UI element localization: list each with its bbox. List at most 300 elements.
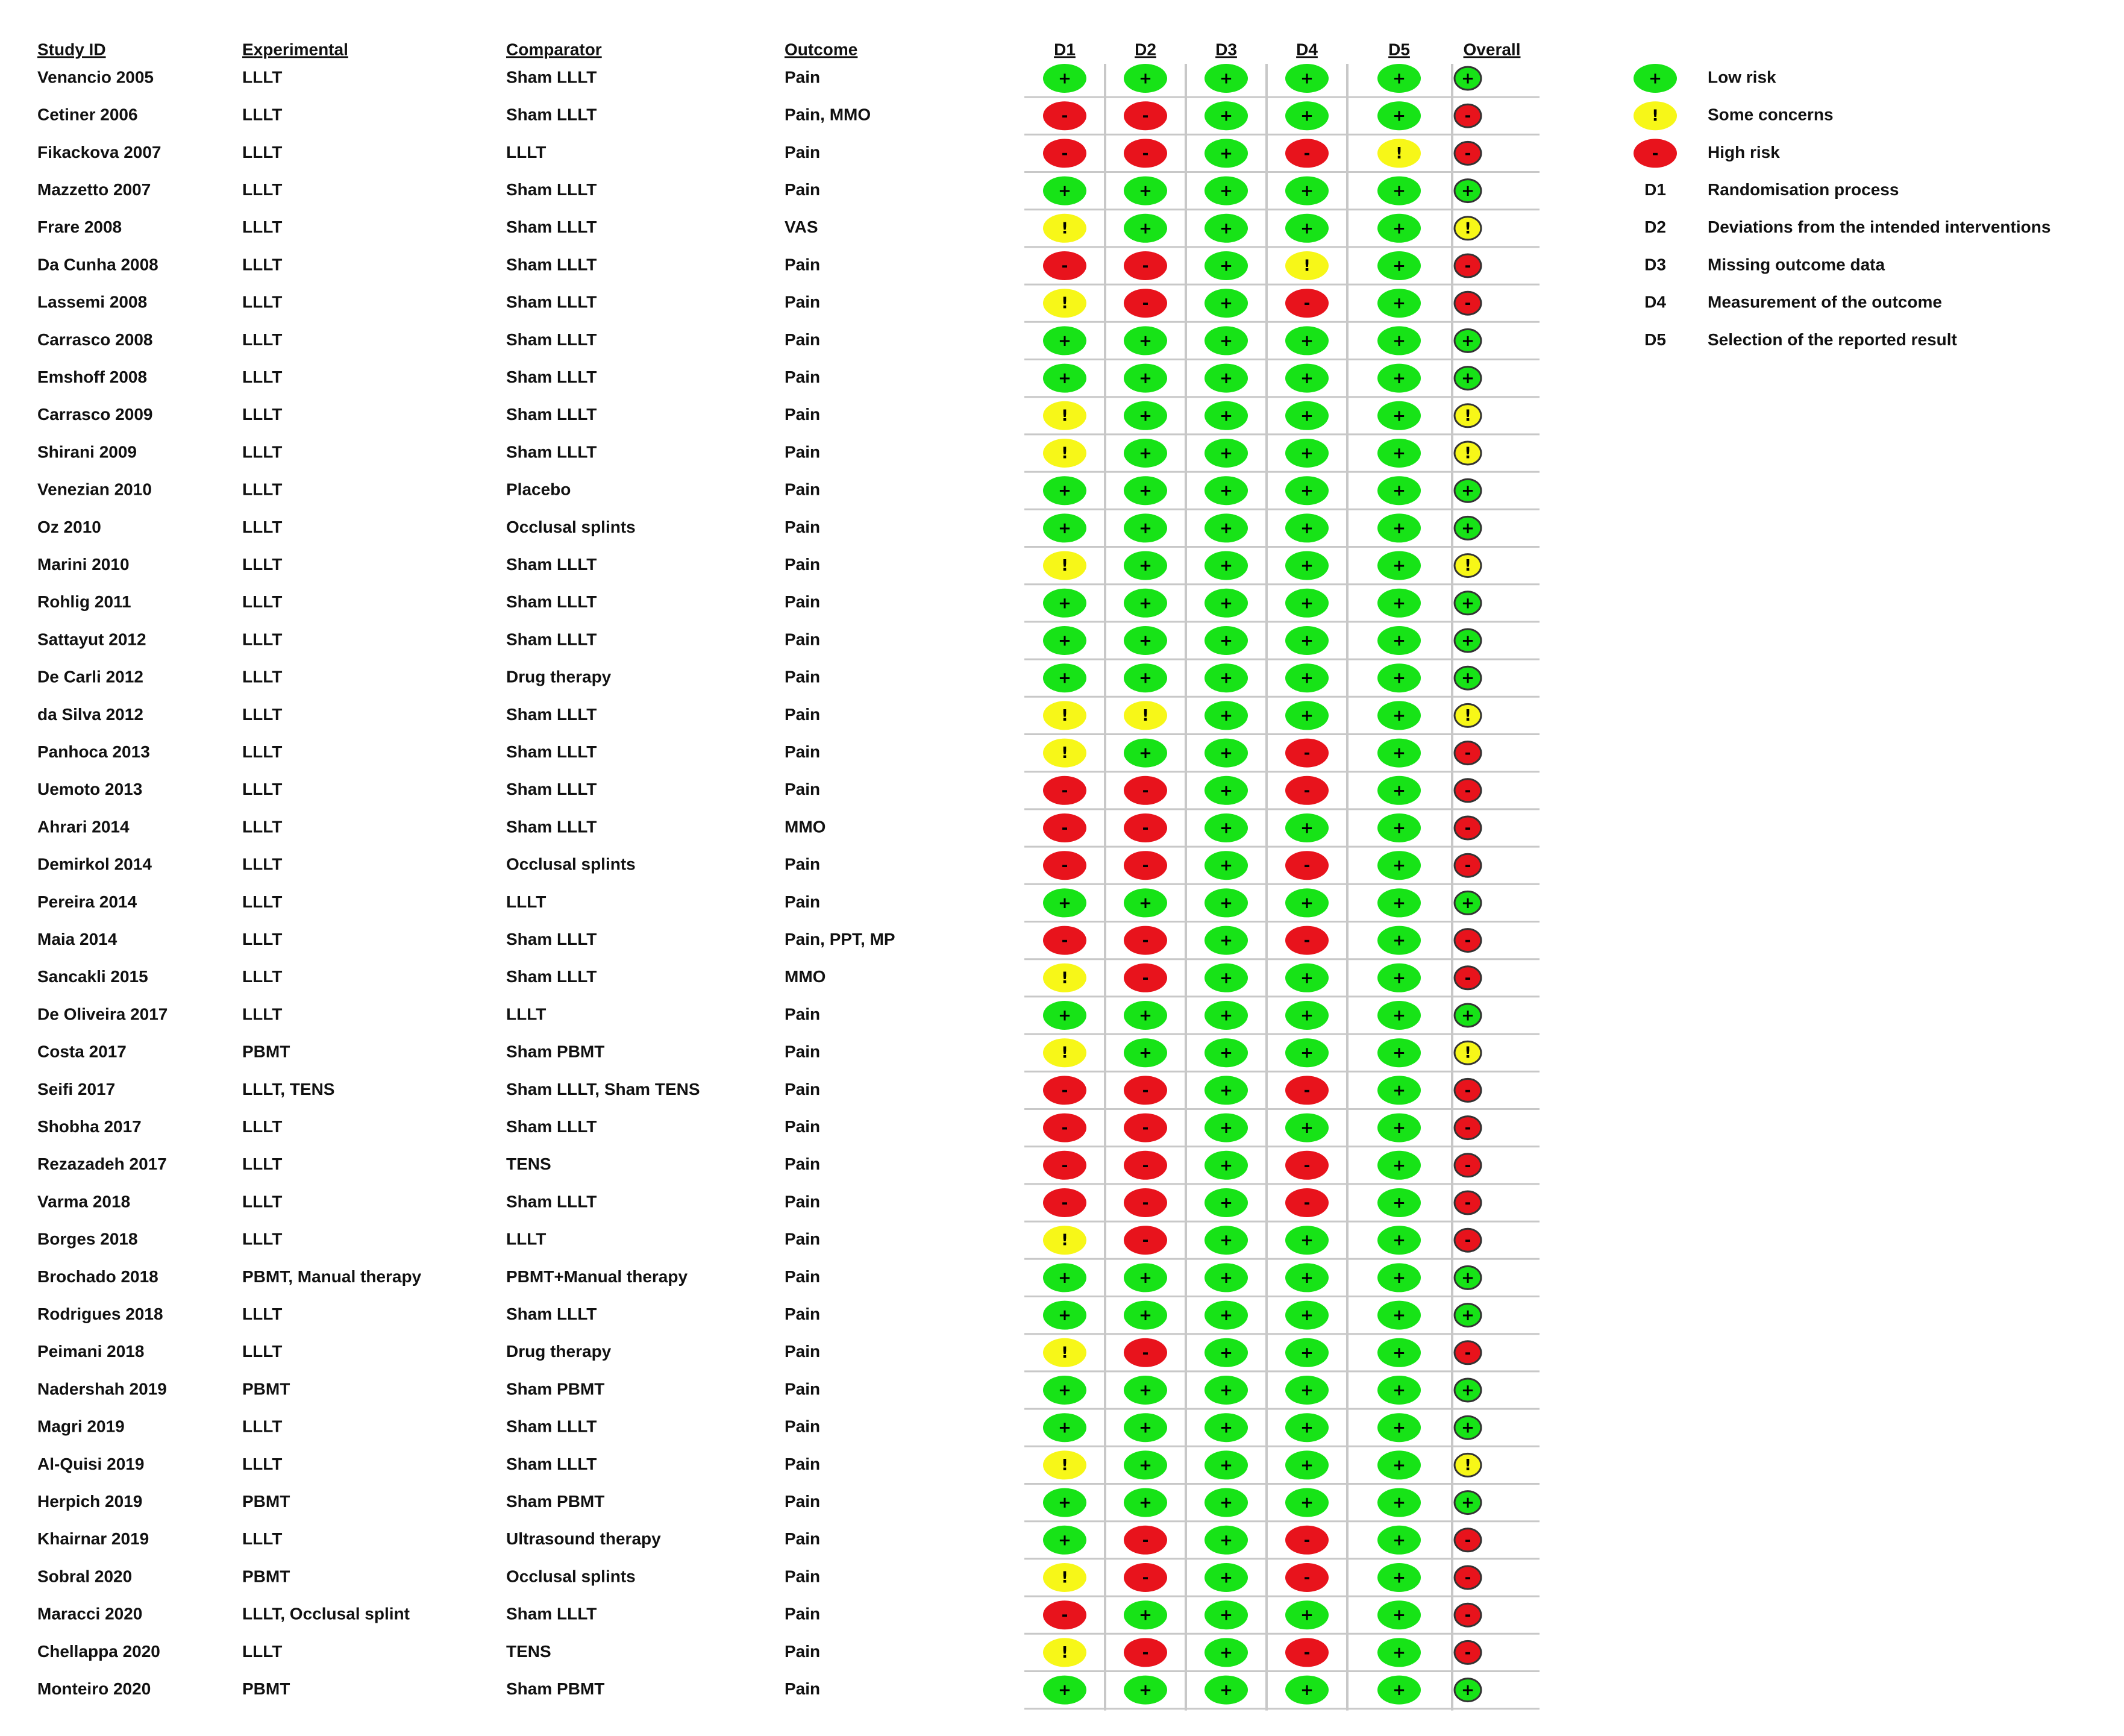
outcome-cell: Pain — [785, 1304, 821, 1323]
svg-text:+: + — [1058, 519, 1071, 537]
outcome-cell: Pain — [785, 1117, 821, 1136]
svg-text:-: - — [1464, 294, 1471, 313]
experimental-cell: LLLT — [242, 105, 283, 124]
svg-text:-: - — [1061, 782, 1068, 800]
svg-text:+: + — [1139, 69, 1152, 88]
svg-text:+: + — [1139, 1456, 1152, 1474]
judgement-d5-low-icon — [1377, 1114, 1421, 1142]
judgement-d1-low-icon — [1043, 1301, 1086, 1330]
judgement-overall-low-icon — [1455, 592, 1481, 615]
judgement-d4-low-icon — [1285, 888, 1329, 917]
svg-text:+: + — [1220, 706, 1233, 725]
svg-text:+: + — [1393, 669, 1406, 688]
svg-text:+: + — [1393, 1081, 1406, 1100]
svg-text:!: ! — [1061, 557, 1068, 575]
svg-text:+: + — [1393, 481, 1406, 500]
svg-text:+: + — [1300, 1119, 1314, 1138]
svg-text:-: - — [1464, 1231, 1471, 1250]
judgement-d3-low-icon — [1205, 626, 1248, 655]
svg-text:!: ! — [1464, 444, 1471, 463]
svg-text:-: - — [1061, 1081, 1068, 1100]
judgement-d2-low-icon — [1124, 1376, 1167, 1405]
svg-text:-: - — [1464, 744, 1471, 763]
svg-text:+: + — [1139, 369, 1152, 388]
judgement-d4-low-icon — [1285, 1263, 1329, 1292]
judgement-d2-high-icon — [1124, 139, 1167, 168]
table-row — [37, 1301, 1481, 1330]
outcome-cell: Pain — [785, 554, 821, 574]
comparator-cell: Sham LLLT — [506, 442, 597, 462]
comparator-cell: Sham LLLT — [506, 330, 597, 349]
svg-text:!: ! — [1061, 1044, 1068, 1062]
svg-text:-: - — [1464, 819, 1471, 838]
experimental-cell: LLLT — [242, 780, 283, 799]
svg-text:+: + — [1058, 631, 1071, 650]
judgement-overall-some-icon — [1455, 1041, 1481, 1064]
svg-text:-: - — [1142, 932, 1149, 950]
judgement-d2-low-icon — [1124, 439, 1167, 468]
svg-text:+: + — [1220, 182, 1233, 201]
study-id-cell: Varma 2018 — [37, 1192, 131, 1211]
svg-text:+: + — [1300, 1268, 1314, 1287]
table-row — [37, 326, 1481, 355]
svg-text:+: + — [1220, 1681, 1233, 1700]
judgement-d3-low-icon — [1205, 1076, 1248, 1105]
table-row — [37, 1151, 1481, 1180]
svg-text:+: + — [1393, 1231, 1406, 1250]
judgement-d3-low-icon — [1205, 1263, 1248, 1292]
outcome-cell: Pain — [785, 1042, 821, 1061]
svg-text:+: + — [1220, 481, 1233, 500]
svg-text:+: + — [1393, 444, 1406, 463]
outcome-cell: Pain — [785, 854, 821, 874]
judgement-overall-low-icon — [1455, 629, 1481, 652]
svg-text:+: + — [1220, 1418, 1233, 1437]
judgement-d2-low-icon — [1124, 739, 1167, 768]
outcome-cell: Pain — [785, 1604, 821, 1623]
table-row — [37, 888, 1481, 917]
judgement-d4-low-icon — [1285, 1488, 1329, 1517]
svg-text:+: + — [1220, 557, 1233, 575]
svg-text:+: + — [1220, 444, 1233, 463]
judgement-d2-low-icon — [1124, 214, 1167, 243]
study-id-cell: Oz 2010 — [37, 517, 101, 536]
svg-text:+: + — [1461, 519, 1474, 537]
svg-text:+: + — [1058, 331, 1071, 350]
outcome-cell: Pain — [785, 1417, 821, 1436]
comparator-cell: Sham LLLT — [506, 1417, 597, 1436]
svg-text:-: - — [1464, 1081, 1471, 1100]
table-row — [37, 289, 1481, 318]
svg-text:+: + — [1300, 1006, 1314, 1025]
judgement-d5-low-icon — [1377, 626, 1421, 655]
svg-text:+: + — [1139, 669, 1152, 688]
svg-text:+: + — [1220, 894, 1233, 912]
svg-text:+: + — [1461, 1418, 1474, 1437]
judgement-d1-low-icon — [1043, 1376, 1086, 1405]
judgement-d1-high-icon — [1043, 851, 1086, 880]
study-id-cell: Lassemi 2008 — [37, 292, 148, 312]
judgement-d3-low-icon — [1205, 1188, 1248, 1217]
header-d1: D1 — [1054, 40, 1076, 59]
outcome-cell: Pain, PPT, MP — [785, 929, 895, 948]
legend-some-icon — [1634, 101, 1677, 130]
judgement-d2-low-icon — [1124, 1301, 1167, 1330]
comparator-cell: Sham LLLT — [506, 1304, 597, 1323]
svg-text:+: + — [1461, 1268, 1474, 1287]
judgement-d4-low-icon — [1285, 1338, 1329, 1367]
judgement-d3-low-icon — [1205, 813, 1248, 842]
svg-text:+: + — [1300, 1344, 1314, 1362]
svg-text:+: + — [1300, 219, 1314, 238]
svg-text:!: ! — [1464, 1044, 1471, 1062]
svg-text:!: ! — [1061, 969, 1068, 988]
svg-text:-: - — [1142, 1231, 1149, 1250]
header-comparator: Comparator — [506, 40, 602, 59]
svg-text:-: - — [1061, 257, 1068, 275]
svg-text:+: + — [1220, 1119, 1233, 1138]
svg-text:-: - — [1142, 144, 1149, 163]
study-id-cell: Khairnar 2019 — [37, 1529, 149, 1549]
outcome-cell: MMO — [785, 817, 826, 836]
judgement-d1-high-icon — [1043, 1114, 1086, 1142]
comparator-cell: Occlusal splints — [506, 517, 636, 536]
comparator-cell: Sham LLLT — [506, 929, 597, 948]
svg-text:!: ! — [1061, 744, 1068, 763]
judgement-d3-low-icon — [1205, 1226, 1248, 1255]
table-header — [37, 40, 1520, 58]
judgement-d2-high-icon — [1124, 1226, 1167, 1255]
study-id-cell: Seifi 2017 — [37, 1079, 116, 1098]
svg-text:+: + — [1300, 669, 1314, 688]
comparator-cell: Sham LLLT — [506, 67, 597, 87]
judgement-overall-low-icon — [1455, 1266, 1481, 1289]
svg-text:-: - — [1303, 144, 1311, 163]
judgement-d5-low-icon — [1377, 364, 1421, 393]
judgement-d5-low-icon — [1377, 1413, 1421, 1442]
judgement-d2-high-icon — [1124, 1563, 1167, 1592]
legend-domain-code: D1 — [1644, 180, 1666, 199]
outcome-cell: Pain — [785, 892, 821, 911]
judgement-d2-low-icon — [1124, 513, 1167, 542]
table-row — [37, 551, 1481, 580]
svg-text:+: + — [1461, 69, 1474, 88]
svg-text:+: + — [1300, 819, 1314, 838]
experimental-cell: LLLT — [242, 1454, 283, 1473]
experimental-cell: LLLT — [242, 817, 283, 836]
experimental-cell: PBMT — [242, 1679, 290, 1698]
judgement-d2-high-icon — [1124, 1114, 1167, 1142]
judgement-d4-low-icon — [1285, 101, 1329, 130]
judgement-d5-low-icon — [1377, 439, 1421, 468]
svg-text:+: + — [1393, 1456, 1406, 1474]
svg-text:-: - — [1464, 1531, 1471, 1550]
svg-text:+: + — [1139, 1418, 1152, 1437]
svg-text:-: - — [1061, 1119, 1068, 1138]
judgement-d3-low-icon — [1205, 551, 1248, 580]
study-id-cell: De Carli 2012 — [37, 667, 143, 686]
table-row — [37, 1563, 1481, 1592]
svg-text:+: + — [1058, 669, 1071, 688]
judgement-d4-low-icon — [1285, 663, 1329, 692]
svg-text:+: + — [1393, 1044, 1406, 1062]
svg-text:+: + — [1220, 294, 1233, 313]
svg-text:+: + — [1461, 182, 1474, 201]
study-id-cell: Da Cunha 2008 — [37, 255, 158, 274]
outcome-cell: Pain — [785, 142, 821, 161]
judgement-d1-low-icon — [1043, 364, 1086, 393]
judgement-d2-high-icon — [1124, 1151, 1167, 1180]
judgement-d5-low-icon — [1377, 589, 1421, 618]
svg-text:+: + — [1300, 519, 1314, 537]
legend-domain-code: D2 — [1644, 218, 1666, 237]
svg-text:!: ! — [1061, 1456, 1068, 1474]
table-row — [37, 776, 1481, 805]
judgement-d1-low-icon — [1043, 626, 1086, 655]
svg-text:+: + — [1220, 1044, 1233, 1062]
judgement-d5-low-icon — [1377, 1676, 1421, 1705]
svg-text:+: + — [1461, 1381, 1474, 1400]
outcome-cell: Pain — [785, 1679, 821, 1698]
experimental-cell: LLLT — [242, 1641, 283, 1661]
study-id-cell: Chellappa 2020 — [37, 1641, 160, 1661]
judgement-d5-some-icon — [1377, 139, 1421, 168]
svg-text:+: + — [1393, 1681, 1406, 1700]
legend-domain-label: Measurement of the outcome — [1708, 292, 1942, 312]
judgement-d3-low-icon — [1205, 513, 1248, 542]
comparator-cell: LLLT — [506, 142, 547, 161]
judgement-overall-low-icon — [1455, 1416, 1481, 1439]
judgement-d3-low-icon — [1205, 101, 1248, 130]
comparator-cell: Sham LLLT — [506, 405, 597, 424]
experimental-cell: PBMT, Manual therapy — [242, 1267, 422, 1286]
experimental-cell: LLLT — [242, 480, 283, 499]
judgement-d4-low-icon — [1285, 326, 1329, 355]
svg-text:-: - — [1303, 1643, 1311, 1662]
svg-text:+: + — [1139, 1381, 1152, 1400]
judgement-d2-low-icon — [1124, 177, 1167, 205]
judgement-overall-some-icon — [1455, 554, 1481, 577]
judgement-d5-low-icon — [1377, 289, 1421, 318]
judgement-d5-low-icon — [1377, 888, 1421, 917]
judgement-d2-high-icon — [1124, 776, 1167, 805]
svg-text:!: ! — [1303, 257, 1311, 275]
judgement-d1-high-icon — [1043, 1076, 1086, 1105]
comparator-cell: Sham LLLT — [506, 630, 597, 649]
study-id-cell: Emshoff 2008 — [37, 367, 148, 386]
study-id-cell: Maracci 2020 — [37, 1604, 143, 1623]
comparator-cell: Sham LLLT — [506, 704, 597, 724]
study-id-cell: Borges 2018 — [37, 1229, 138, 1249]
judgement-d1-high-icon — [1043, 776, 1086, 805]
svg-text:!: ! — [1464, 407, 1471, 425]
header-d2: D2 — [1135, 40, 1156, 59]
judgement-d3-low-icon — [1205, 1376, 1248, 1405]
outcome-cell: Pain — [785, 1079, 821, 1098]
judgement-d1-low-icon — [1043, 476, 1086, 505]
svg-text:+: + — [1058, 1681, 1071, 1700]
experimental-cell: LLLT — [242, 630, 283, 649]
comparator-cell: LLLT — [506, 892, 547, 911]
table-row — [37, 1263, 1481, 1292]
judgement-d5-low-icon — [1377, 1450, 1421, 1479]
svg-text:+: + — [1220, 631, 1233, 650]
comparator-cell: Sham LLLT — [506, 1604, 597, 1623]
judgement-d5-low-icon — [1377, 1001, 1421, 1030]
judgement-overall-low-icon — [1455, 891, 1481, 914]
svg-text:+: + — [1220, 144, 1233, 163]
judgement-d3-low-icon — [1205, 589, 1248, 618]
legend-label: Some concerns — [1708, 105, 1834, 124]
svg-text:+: + — [1393, 369, 1406, 388]
svg-text:+: + — [1300, 1494, 1314, 1512]
svg-text:+: + — [1220, 331, 1233, 350]
judgement-d2-low-icon — [1124, 1676, 1167, 1705]
judgement-d3-low-icon — [1205, 964, 1248, 992]
svg-text:-: - — [1061, 932, 1068, 950]
experimental-cell: LLLT — [242, 292, 283, 312]
judgement-d4-low-icon — [1285, 476, 1329, 505]
table-row — [37, 64, 1481, 93]
judgement-d2-low-icon — [1124, 1600, 1167, 1629]
svg-text:+: + — [1139, 407, 1152, 425]
svg-text:+: + — [1393, 219, 1406, 238]
svg-text:+: + — [1393, 331, 1406, 350]
study-id-cell: De Oliveira 2017 — [37, 1004, 168, 1024]
svg-text:+: + — [1300, 1381, 1314, 1400]
legend-domain-label: Selection of the reported result — [1708, 330, 1957, 349]
svg-text:!: ! — [1142, 706, 1149, 725]
experimental-cell: PBMT — [242, 1491, 290, 1511]
comparator-cell: Sham LLLT — [506, 292, 597, 312]
svg-text:-: - — [1464, 1119, 1471, 1138]
judgement-d3-low-icon — [1205, 1488, 1248, 1517]
study-id-cell: Shirani 2009 — [37, 442, 137, 462]
svg-text:+: + — [1300, 1044, 1314, 1062]
svg-text:+: + — [1058, 369, 1071, 388]
comparator-cell: Sham LLLT — [506, 1117, 597, 1136]
judgement-d4-high-icon — [1285, 1188, 1329, 1217]
svg-text:-: - — [1061, 144, 1068, 163]
svg-text:+: + — [1393, 519, 1406, 537]
judgement-d3-low-icon — [1205, 64, 1248, 93]
svg-text:+: + — [1139, 1268, 1152, 1287]
judgement-d1-some-icon — [1043, 1638, 1086, 1667]
judgement-d4-low-icon — [1285, 1600, 1329, 1629]
study-id-cell: Monteiro 2020 — [37, 1679, 151, 1698]
judgement-overall-high-icon — [1455, 854, 1481, 877]
judgement-d5-low-icon — [1377, 1226, 1421, 1255]
comparator-cell: Sham PBMT — [506, 1491, 605, 1511]
svg-text:-: - — [1303, 856, 1311, 875]
study-id-cell: Herpich 2019 — [37, 1491, 143, 1511]
judgement-d3-low-icon — [1205, 663, 1248, 692]
outcome-cell: Pain — [785, 1454, 821, 1473]
judgement-d2-high-icon — [1124, 851, 1167, 880]
study-id-cell: Carrasco 2009 — [37, 405, 153, 424]
svg-text:+: + — [1300, 706, 1314, 725]
judgement-d1-some-icon — [1043, 289, 1086, 318]
judgement-d4-low-icon — [1285, 214, 1329, 243]
judgement-overall-some-icon — [1455, 404, 1481, 427]
svg-text:-: - — [1464, 1606, 1471, 1625]
judgement-d5-low-icon — [1377, 476, 1421, 505]
judgement-d4-high-icon — [1285, 1151, 1329, 1180]
svg-text:-: - — [1142, 1344, 1149, 1362]
table-row — [37, 626, 1481, 655]
judgement-d1-some-icon — [1043, 551, 1086, 580]
svg-text:-: - — [1464, 144, 1471, 163]
study-id-cell: Sobral 2020 — [37, 1567, 133, 1586]
judgement-d1-some-icon — [1043, 1563, 1086, 1592]
svg-text:+: + — [1461, 481, 1474, 500]
judgement-d4-low-icon — [1285, 701, 1329, 730]
svg-text:+: + — [1393, 1568, 1406, 1587]
svg-text:-: - — [1303, 782, 1311, 800]
experimental-cell: LLLT — [242, 704, 283, 724]
outcome-cell: Pain — [785, 1192, 821, 1211]
comparator-cell: Sham LLLT — [506, 367, 597, 386]
svg-text:-: - — [1061, 1606, 1068, 1625]
svg-text:!: ! — [1464, 706, 1471, 725]
judgement-d4-high-icon — [1285, 739, 1329, 768]
svg-text:+: + — [1139, 182, 1152, 201]
comparator-cell: Sham LLLT — [506, 218, 597, 237]
svg-text:+: + — [1220, 1643, 1233, 1662]
judgement-d2-high-icon — [1124, 1638, 1167, 1667]
legend-item-low — [1634, 64, 1776, 93]
svg-text:-: - — [1061, 819, 1068, 838]
judgement-overall-high-icon — [1455, 929, 1481, 952]
svg-text:+: + — [1300, 594, 1314, 613]
judgement-d2-low-icon — [1124, 64, 1167, 93]
judgement-d5-low-icon — [1377, 251, 1421, 280]
svg-text:!: ! — [1061, 219, 1068, 238]
svg-text:-: - — [1303, 1568, 1311, 1587]
judgement-overall-high-icon — [1455, 1154, 1481, 1177]
svg-text:+: + — [1220, 1456, 1233, 1474]
svg-text:+: + — [1220, 1344, 1233, 1362]
legend-domain-d2 — [1644, 218, 2050, 236]
judgement-d2-low-icon — [1124, 364, 1167, 393]
table-row — [37, 401, 1481, 430]
svg-text:+: + — [1393, 744, 1406, 763]
table-row — [37, 813, 1481, 842]
experimental-cell: LLLT — [242, 554, 283, 574]
legend-label: High risk — [1708, 142, 1780, 161]
experimental-cell: LLLT — [242, 517, 283, 536]
outcome-cell: Pain — [785, 1379, 821, 1399]
judgement-d4-low-icon — [1285, 1676, 1329, 1705]
judgement-d1-some-icon — [1043, 1226, 1086, 1255]
table-row — [37, 251, 1481, 280]
judgement-d5-low-icon — [1377, 64, 1421, 93]
judgement-d4-low-icon — [1285, 626, 1329, 655]
svg-text:+: + — [1393, 594, 1406, 613]
header-study-id: Study ID — [37, 40, 106, 59]
svg-text:!: ! — [1061, 706, 1068, 725]
svg-text:-: - — [1464, 1643, 1471, 1662]
judgement-d3-low-icon — [1205, 1038, 1248, 1067]
svg-text:+: + — [1139, 331, 1152, 350]
svg-text:+: + — [1220, 257, 1233, 275]
judgement-d5-low-icon — [1377, 101, 1421, 130]
study-id-cell: Venezian 2010 — [37, 480, 152, 499]
comparator-cell: Sham PBMT — [506, 1042, 605, 1061]
outcome-cell: VAS — [785, 218, 818, 237]
study-id-cell: Sancakli 2015 — [37, 967, 148, 986]
svg-text:+: + — [1393, 782, 1406, 800]
